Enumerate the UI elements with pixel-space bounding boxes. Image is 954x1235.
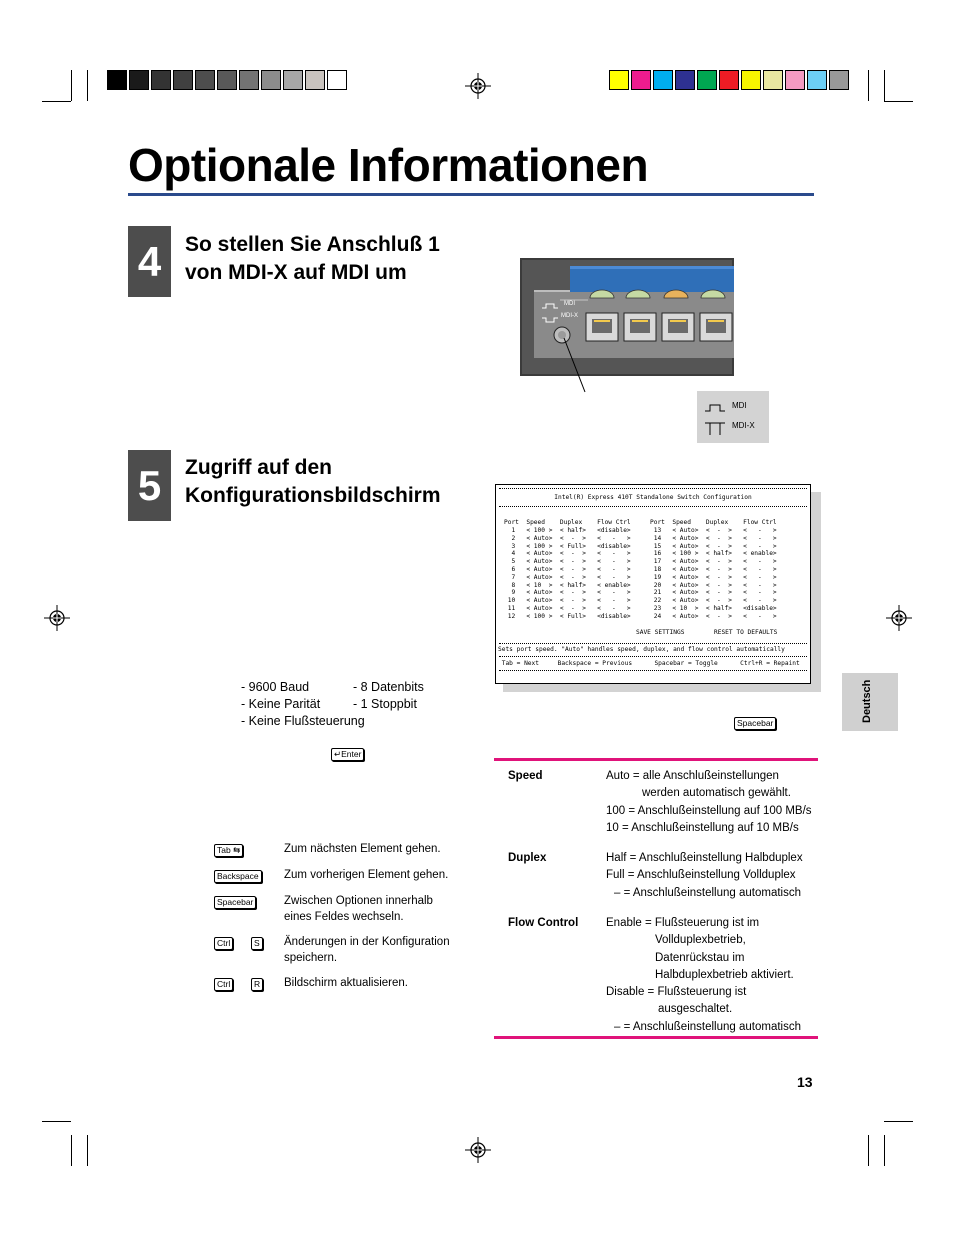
spacebar-desc-line2: eines Feldes wechseln.	[284, 910, 404, 923]
spacebar-desc-line1: Zwischen Optionen innerhalb	[284, 895, 433, 907]
flow-line: Disable = Flußsteuerung ist	[606, 986, 747, 999]
backspace-key-desc: Zum vorherigen Element gehen.	[284, 869, 449, 881]
tab-key-desc: Zum nächsten Element gehen.	[284, 843, 441, 855]
flow-line: Datenrückstau im	[655, 951, 745, 964]
registration-mark-right	[886, 605, 912, 631]
switch-panel-illustration	[520, 258, 735, 398]
legend-mdi-label: MDI	[732, 401, 747, 410]
step-4-number: 4	[128, 226, 171, 297]
terminal-port-row[interactable]: 16 < 100 > < half> < enable>	[650, 550, 777, 558]
terminal-port-row[interactable]: 24 < Auto> < - > < - >	[650, 612, 777, 620]
terminal-port-row[interactable]: 7 < Auto> < - > < - >	[504, 573, 631, 581]
serial-settings-col1	[241, 679, 365, 730]
color-swatch	[239, 70, 259, 90]
backspace-key: Backspace	[214, 870, 262, 883]
terminal-port-row[interactable]: 5 < Auto> < - > < - >	[504, 558, 631, 566]
save-key-desc	[284, 935, 450, 966]
terminal-rows-right	[650, 527, 777, 621]
duplex-label: Duplex	[508, 852, 547, 864]
page-title: Optionale Informationen	[128, 139, 649, 191]
serial-flow: - Keine Flußsteuerung	[241, 714, 365, 728]
spacebar-key: Spacebar	[734, 717, 776, 730]
save-desc-line1: Änderungen in der Konfiguration	[284, 936, 450, 948]
terminal-port-row[interactable]: 8 < 10 > < half> < enable>	[504, 581, 631, 589]
terminal-port-row[interactable]: 21 < Auto> < - > < - >	[650, 589, 777, 597]
serial-parity: - Keine Parität	[241, 697, 321, 711]
duplex-line: – = Anschlußeinstellung automatisch	[614, 886, 801, 899]
speed-values	[606, 768, 812, 837]
color-swatch	[173, 70, 193, 90]
tab-key	[214, 844, 243, 857]
color-swatch	[675, 70, 695, 90]
registration-mark-left	[44, 605, 70, 631]
terminal-port-row[interactable]: 9 < Auto> < - > < - >	[504, 589, 631, 597]
serial-databits: - 8 Datenbits	[353, 680, 424, 694]
language-side-tab	[842, 673, 898, 731]
flow-line: – = Anschlußeinstellung automatisch	[614, 1020, 801, 1033]
serial-baud: - 9600 Baud	[241, 680, 310, 694]
color-swatch	[129, 70, 149, 90]
step-4-heading	[185, 231, 440, 287]
terminal-port-row[interactable]: 17 < Auto> < - > < - >	[650, 558, 777, 566]
color-swatch	[741, 70, 761, 90]
color-swatch	[609, 70, 629, 90]
ctrl-key-save: Ctrl	[214, 937, 233, 950]
terminal-port-row[interactable]: 23 < 10 > < half> <disable>	[650, 604, 777, 612]
speed-line: werden automatisch gewählt.	[642, 787, 791, 800]
enter-arrow-icon: ↵	[334, 749, 342, 759]
serial-settings-col2	[353, 679, 424, 713]
terminal-port-row[interactable]: 19 < Auto> < - > < - >	[650, 573, 777, 581]
panel-mdi-label: MDI	[564, 301, 575, 307]
save-desc-line2: speichern.	[284, 951, 338, 964]
panel-mdix-label: MDI-X	[561, 313, 578, 319]
mdi-switch-symbol-icon	[703, 399, 727, 435]
terminal-help-text: Sets port speed. "Auto" handles speed, duplex, and flow control automatically	[498, 646, 785, 653]
step-5-heading-line1: Zugriff auf den	[185, 456, 332, 479]
color-swatch	[261, 70, 281, 90]
speed-line: 100 = Anschlußeinstellung auf 100 MB/s	[606, 804, 812, 817]
spacebar-key-desc	[284, 894, 433, 925]
title-rule	[128, 193, 814, 196]
flow-line: Enable = Flußsteuerung ist im	[606, 917, 760, 929]
terminal-port-row[interactable]: 1 < 100 > < half> <disable>	[504, 527, 631, 534]
table-bottom-rule	[494, 1036, 818, 1039]
terminal-port-row[interactable]: 12 < 100 > < Full> <disable>	[504, 612, 631, 620]
legend-mdix-label: MDI-X	[732, 421, 755, 430]
duplex-line: Half = Anschlußeinstellung Halbduplex	[606, 852, 803, 864]
terminal-footer: Tab = Next Backspace = Previous Spacebar = Toggle Ctrl+R = Repaint	[498, 660, 800, 667]
terminal-reset-defaults[interactable]: RESET TO DEFAULTS	[714, 629, 778, 636]
terminal-port-row[interactable]: 6 < Auto> < - > < - >	[504, 565, 631, 573]
side-tab-label: Deutsch	[861, 679, 873, 723]
registration-mark-bottom	[465, 1137, 491, 1163]
terminal-port-row[interactable]: 11 < Auto> < - > < - >	[504, 604, 631, 612]
color-swatch	[305, 70, 325, 90]
terminal-save-settings[interactable]: SAVE SETTINGS	[636, 629, 685, 636]
step-5-heading	[185, 454, 441, 510]
flow-line: Halbduplexbetrieb aktiviert.	[655, 968, 794, 981]
flow-control-label: Flow Control	[508, 917, 579, 929]
color-swatch	[763, 70, 783, 90]
step-4-heading-line1: So stellen Sie Anschluß 1	[185, 233, 440, 256]
terminal-port-row[interactable]: 13 < Auto> < - > < - >	[650, 527, 777, 534]
tab-key-label: Tab	[217, 845, 231, 855]
ctrl-key-repaint: Ctrl	[214, 978, 233, 991]
color-swatch	[829, 70, 849, 90]
terminal-port-row[interactable]: 20 < Auto> < - > < - >	[650, 581, 777, 589]
table-top-rule	[494, 758, 818, 761]
color-swatch	[283, 70, 303, 90]
color-swatch	[697, 70, 717, 90]
spacebar-legend-key: Spacebar	[214, 896, 256, 909]
step-5-number: 5	[128, 450, 171, 521]
step-4-heading-line2: von MDI-X auf MDI um	[185, 261, 407, 284]
config-terminal-screen	[495, 484, 811, 684]
terminal-header-left: Port Speed Duplex Flow Ctrl	[504, 519, 631, 526]
color-swatch	[217, 70, 237, 90]
terminal-port-row[interactable]: 2 < Auto> < - > < - >	[504, 534, 631, 542]
terminal-rows-left	[504, 527, 631, 621]
repaint-key-desc: Bildschirm aktualisieren.	[284, 977, 408, 989]
terminal-header-right: Port Speed Duplex Flow Ctrl	[650, 519, 777, 526]
terminal-port-row[interactable]: 22 < Auto> < - > < - >	[650, 597, 777, 605]
step-5-heading-line2: Konfigurationsbildschirm	[185, 484, 441, 507]
duplex-values	[606, 850, 803, 902]
r-key: R	[251, 978, 263, 991]
color-swatch	[631, 70, 651, 90]
tab-arrows-icon: ⇆	[233, 845, 241, 855]
terminal-port-row[interactable]: 14 < Auto> < - > < - >	[650, 534, 777, 542]
s-key: S	[251, 937, 263, 950]
terminal-port-row[interactable]: 4 < Auto> < - > < - >	[504, 550, 631, 558]
color-swatch	[195, 70, 215, 90]
terminal-port-row[interactable]: 15 < Auto> < - > < - >	[650, 542, 777, 550]
speed-line: 10 = Anschlußeinstellung auf 10 MB/s	[606, 821, 799, 834]
color-swatch	[151, 70, 171, 90]
enter-key-label: Enter	[341, 749, 362, 759]
mdi-legend-box	[697, 391, 769, 443]
serial-stopbit: - 1 Stoppbit	[353, 697, 417, 711]
color-swatch	[107, 70, 127, 90]
speed-line: Auto = alle Anschlußeinstellungen	[606, 770, 779, 782]
flow-line: Vollduplexbetrieb,	[655, 934, 746, 947]
color-swatch	[807, 70, 827, 90]
color-swatch	[653, 70, 673, 90]
color-swatch	[719, 70, 739, 90]
speed-label: Speed	[508, 770, 543, 782]
terminal-port-row[interactable]: 3 < 100 > < Full> <disable>	[504, 542, 631, 550]
color-swatch	[785, 70, 805, 90]
page-number: 13	[797, 1074, 813, 1090]
terminal-port-row[interactable]: 18 < Auto> < - > < - >	[650, 565, 777, 573]
enter-key	[331, 748, 364, 761]
flow-control-values	[606, 915, 801, 1036]
duplex-line: Full = Anschlußeinstellung Vollduplex	[606, 869, 796, 882]
registration-mark-top	[465, 73, 491, 99]
terminal-title: Intel(R) Express 410T Standalone Switch Configuration	[554, 494, 752, 501]
flow-line: ausgeschaltet.	[658, 1003, 733, 1016]
color-swatch	[327, 70, 347, 90]
terminal-port-row[interactable]: 10 < Auto> < - > < - >	[504, 597, 631, 605]
